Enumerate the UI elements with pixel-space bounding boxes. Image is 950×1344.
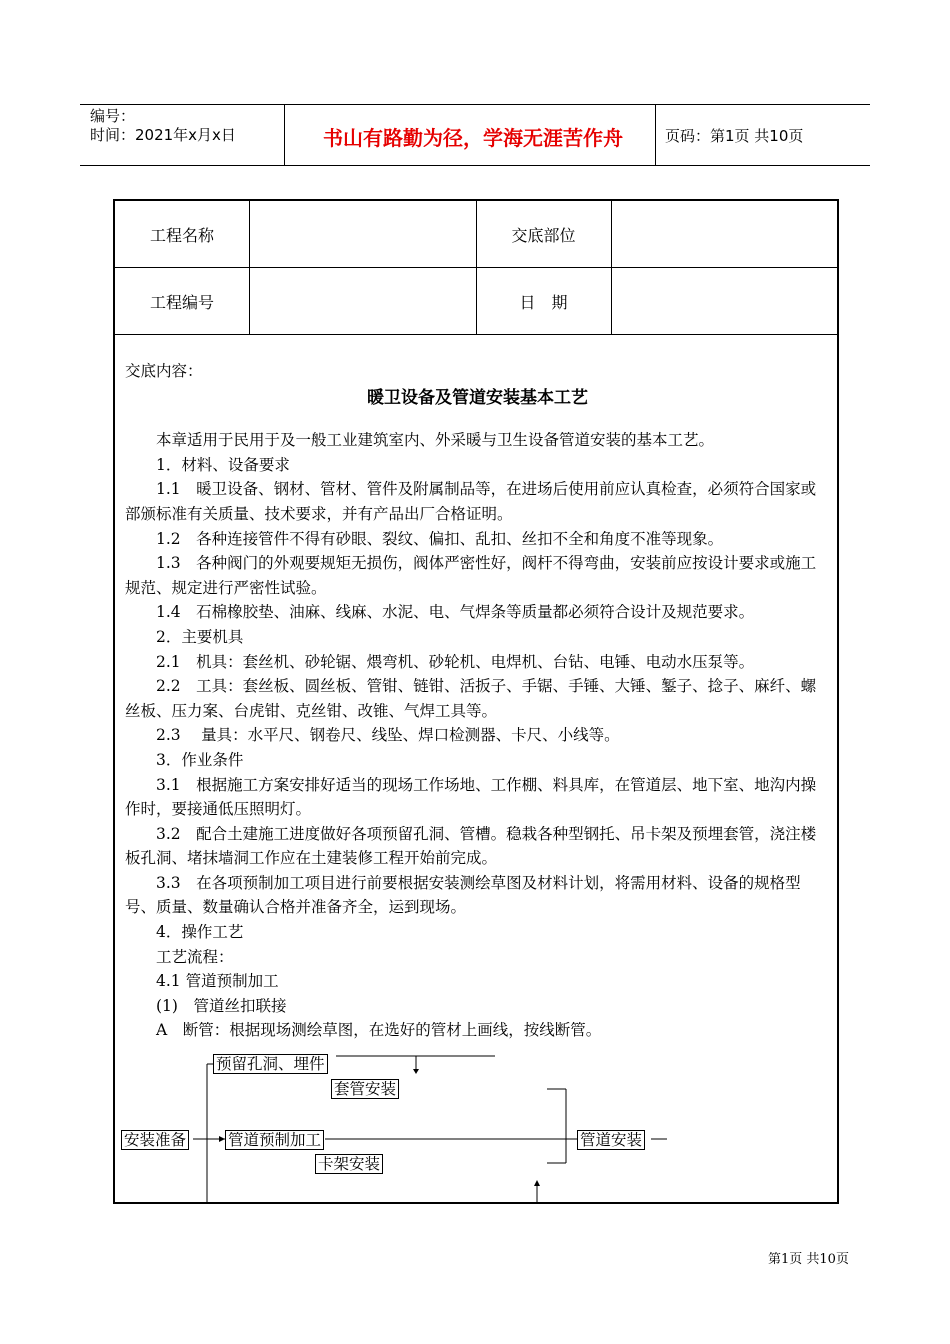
paragraph: 1.1 暖卫设备、钢材、管材、管件及附属制品等，在进场后使用前应认真检查，必须符合国家或部颁标准有关质量、技术要求，并有产品出厂合格证明。 <box>125 480 817 523</box>
header-meta <box>90 107 236 145</box>
section-heading: 2．主要机具 <box>156 627 244 646</box>
content-label: 交底内容： <box>125 362 203 380</box>
paragraph: A 断管：根据现场测绘草图，在选好的管材上画线，按线断管。 <box>156 1021 602 1040</box>
project-no-label: 工程编号 <box>149 293 214 312</box>
flowchart-lines <box>115 201 837 1202</box>
project-name-label: 工程名称 <box>149 226 214 245</box>
date-label: 日 期 <box>519 293 568 312</box>
paragraph: 工艺流程： <box>156 947 234 966</box>
process-flowchart <box>115 201 837 1202</box>
flow-step-prefab: 管道预制加工 <box>225 1130 324 1150</box>
paragraph: 3.1 根据施工方案安排好适当的现场工作场地、工作棚、料具库，在管道层、地下室、地沟内操作时，要接通低压照明灯。 <box>125 775 817 819</box>
paragraph: 1.4 石棉橡胶垫、油麻、线麻、水泥、电、气焊条等质量都必须符合设计及规范要求。 <box>156 603 755 622</box>
flow-step-bracket: 卡架安装 <box>315 1154 383 1174</box>
paragraph: 1.2 各种连接管件不得有砂眼、裂纹、偏扣、乱扣、丝扣不全和角度不准等现象。 <box>156 529 724 548</box>
header-divider <box>284 105 285 165</box>
time-label: 时间：2021年x月x日 <box>90 126 236 144</box>
flow-step-reserve: 预留孔洞、埋件 <box>213 1054 328 1074</box>
paragraph: 2.2 工具：套丝板、圆丝板、管钳、链钳、活扳子、手锯、手锤、大锤、錾子、捻子、麻纤、螺丝板、压力案、台虎钳、克丝钳、改锥、气焊工具等。 <box>125 677 817 720</box>
paragraph: 本章适用于民用于及一般工业建筑室内、外采暖与卫生设备管道安装的基本工艺。 <box>156 431 715 450</box>
header-divider <box>655 105 656 165</box>
paragraph: 3.2 配合土建施工进度做好各项预留孔洞、管槽。稳栽各种型钢托、吊卡架及预埋套管，浇注楼板孔洞、堵抹墙洞工作应在土建装修工程开始前完成。 <box>125 824 817 868</box>
paragraph: 4.1 管道预制加工 <box>156 972 279 991</box>
section-heading: 3．作业条件 <box>156 750 244 769</box>
page-footer: 第1页 共10页 <box>768 1252 849 1267</box>
paragraph: 2.1 机具：套丝机、砂轮锯、煨弯机、砂轮机、电焊机、台钻、电锤、电动水压泵等。 <box>156 652 755 671</box>
paragraph: 2.3 量具：水平尺、钢卷尺、线坠、焊口检测器、卡尺、小线等。 <box>156 726 620 745</box>
paragraph: (1) 管道丝扣联接 <box>156 996 287 1015</box>
section-heading: 1．材料、设备要求 <box>156 455 290 474</box>
flow-step-install: 管道安装 <box>577 1130 645 1150</box>
content-title: 暖卫设备及管道安装基本工艺 <box>367 387 588 408</box>
header-motto: 书山有路勤为径，学海无涯苦作舟 <box>323 126 623 150</box>
flow-step-prep: 安装准备 <box>121 1130 189 1150</box>
part-label: 交底部位 <box>511 226 576 245</box>
paragraph: 3.3 在各项预制加工项目进行前要根据安装测绘草图及材料计划，将需用材料、设备的规格型号、质量、数量确认合格并准备齐全，运到现场。 <box>125 873 801 917</box>
flow-step-sleeve: 套管安装 <box>331 1079 399 1099</box>
section-heading: 4．操作工艺 <box>156 923 244 942</box>
page-header <box>80 104 870 166</box>
disclosure-table <box>113 199 839 1204</box>
paragraph: 1.3 各种阀门的外观要规矩无损伤，阀体严密性好，阀杆不得弯曲，安装前应按设计要求或施工规范、规定进行严密性试验。 <box>125 554 817 597</box>
header-page-label: 页码：第1页 共10页 <box>665 127 804 145</box>
number-label: 编号： <box>90 107 136 125</box>
